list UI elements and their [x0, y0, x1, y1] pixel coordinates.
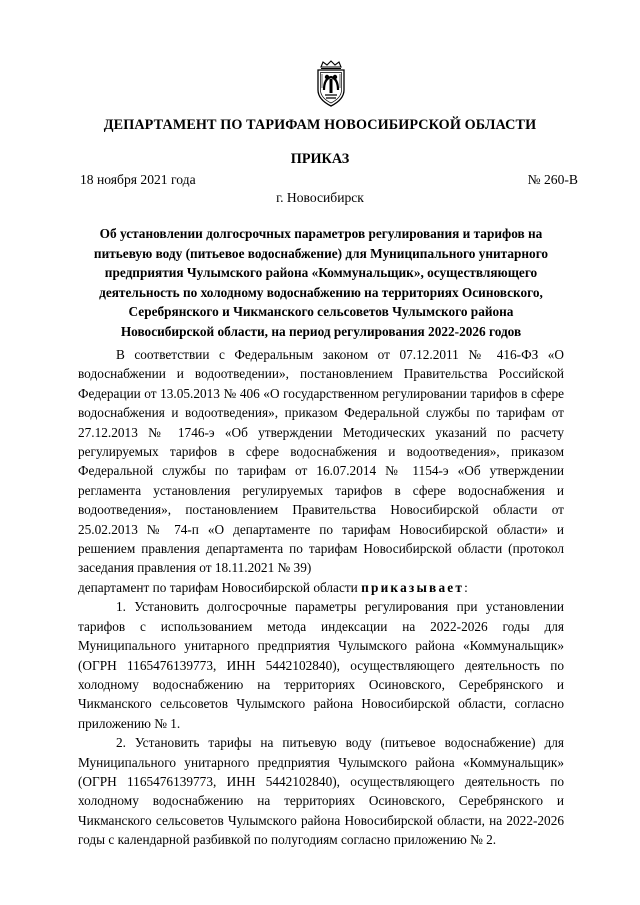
preamble-paragraph: В соответствии с Федеральным законом от 07.12.2011 № 416-ФЗ «О водоснабжении и водоотведении», постановлением Правительства Российской Федерации от 13.05.2013 № 406 «О государственном регулировании тарифов в сфере водоснабжения и водоотведения», приказом Федеральной службы по тарифам от 27.12.2013 № 1746-э «Об утверждении Методических указаний по расчету регулируемых тарифов в сфере водоснабжения и водоотведения», приказом Федеральной службы по тарифам от 16.07.2014 № 1154-э «Об утверждении регламента установления регулируемых тарифов в сфере водоснабжения и водоотведения», постановлением Правительства Новосибирской области от 25.02.2013 № 74-п «О департаменте по тарифам Новосибирской области» и решением правления департамента по тарифам Новосибирской области (протокол заседания правления от 18.11.2021 № 39) [78, 347, 564, 576]
order-city: г. Новосибирск [276, 190, 364, 205]
decree-line [78, 578, 564, 597]
decree-colon: : [464, 579, 468, 595]
order-date: 18 ноября 2021 года [80, 172, 196, 187]
decree-word: приказывает [361, 579, 465, 595]
order-number: № 260-В [527, 172, 578, 187]
order-title: ПРИКАЗ [290, 151, 350, 167]
order-body [78, 345, 564, 850]
department-name: ДЕПАРТАМЕНТ ПО ТАРИФАМ НОВОСИБИРСКОЙ ОБЛАСТИ [103, 117, 537, 133]
decree-intro: департамент по тарифам Новосибирской области [78, 579, 362, 595]
item-2-paragraph: 2. Установить тарифы на питьевую воду (питьевое водоснабжение) для Муниципального унитарного предприятия Чулымского района «Коммунальщик» (ОГРН 1165476139773, ИНН 5442102840), осуществляющего деятельность по холодному водоснабжению на территориях Осиновского, Серебрянского и Чикманского сельсоветов Чулымского района Новосибирской области, на 2022-2026 годы с календарной разбивкой по полугодиям согласно приложению № 2. [78, 735, 564, 848]
coat-of-arms-icon [313, 60, 349, 108]
order-subject: Об установлении долгосрочных параметров регулирования и тарифов на питьевую воду (питьевое водоснабжение) для Муниципального унитарного предприятия Чулымского района «Коммунальщик», осуществляющего деятельность по холодному водоснабжению на территориях Осиновского, Серебрянского и Чикманского сельсоветов Чулымского района Новосибирской области, на период регулирования 2022-2026 годов [93, 226, 549, 339]
item-1-paragraph: 1. Установить долгосрочные параметры регулирования при установлении тарифов с использованием метода индексации на 2022-2026 годы для Муниципального унитарного предприятия Чулымского района «Коммунальщик» (ОГРН 1165476139773, ИНН 5442102840), осуществляющего деятельность по холодному водоснабжению на территориях Осиновского, Серебрянского и Чикманского сельсоветов Чулымского района Новосибирской области, согласно приложению № 1. [78, 599, 564, 731]
